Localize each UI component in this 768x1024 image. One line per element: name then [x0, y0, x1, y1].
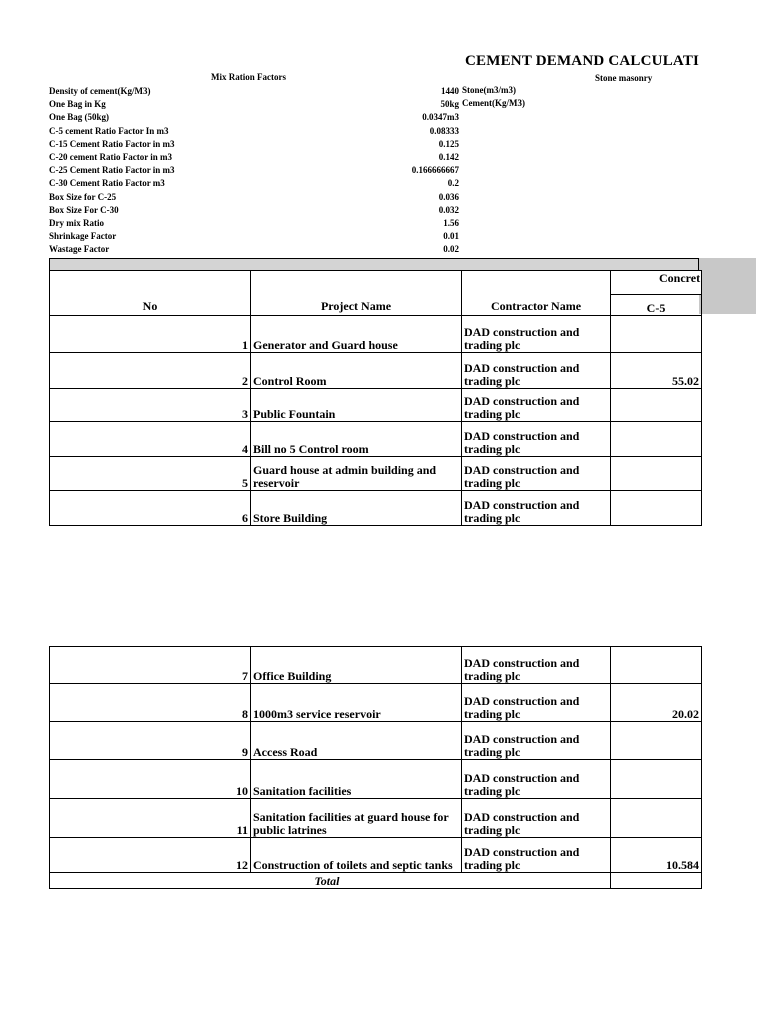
factor-row — [49, 85, 464, 98]
row-number: 2 — [50, 353, 251, 389]
row-number: 11 — [50, 799, 251, 838]
factor-row — [49, 191, 464, 204]
c5-value-cell — [611, 799, 702, 838]
project-name-cell: Access Road — [251, 722, 462, 760]
table-row — [50, 457, 702, 491]
col-header-no: No — [50, 271, 251, 316]
factor-extra-stone: Stone(m3/m3) — [462, 85, 516, 95]
contractor-name-cell: DAD construction and trading plc — [462, 353, 611, 389]
c5-value-cell: 10.584 — [611, 838, 702, 873]
factor-row — [49, 164, 464, 177]
factor-row — [49, 177, 464, 190]
factor-label: Box Size For C-30 — [49, 204, 119, 215]
contractor-name-cell: DAD construction and trading plc — [462, 799, 611, 838]
factor-value: 0.166666667 — [411, 165, 459, 176]
contractor-name-cell: DAD construction and trading plc — [462, 491, 611, 526]
contractor-name-cell: DAD construction and trading plc — [462, 838, 611, 873]
row-number: 4 — [50, 422, 251, 457]
factor-value: 0.0347m3 — [422, 112, 459, 123]
project-name-cell: Guard house at admin building and reservoir — [251, 457, 462, 491]
factor-value: 0.08333 — [429, 125, 459, 136]
header-band — [49, 258, 699, 270]
total-cell-no — [50, 873, 251, 889]
table-row — [50, 722, 702, 760]
factor-extra-cement: Cement(Kg/M3) — [462, 98, 525, 108]
header-side-shade — [699, 258, 756, 314]
c5-value-cell — [611, 422, 702, 457]
row-number: 6 — [50, 491, 251, 526]
c5-value-cell — [611, 760, 702, 799]
factor-value: 0.032 — [438, 204, 459, 215]
c5-value-cell: 55.02 — [611, 353, 702, 389]
mix-ratio-header: Mix Ration Factors — [211, 72, 286, 82]
table-row — [50, 684, 702, 722]
project-name-cell: Generator and Guard house — [251, 316, 462, 353]
table-row — [50, 389, 702, 422]
factor-value: 50kg — [440, 99, 459, 110]
table-row — [50, 760, 702, 799]
factor-label: One Bag in Kg — [49, 99, 106, 110]
factor-value: 0.01 — [443, 231, 459, 242]
factor-label: One Bag (50kg) — [49, 112, 110, 123]
factor-row — [49, 138, 464, 151]
table-row — [50, 647, 702, 684]
contractor-name-cell: DAD construction and trading plc — [462, 647, 611, 684]
row-number: 7 — [50, 647, 251, 684]
c5-value-cell — [611, 722, 702, 760]
project-name-cell: Bill no 5 Control room — [251, 422, 462, 457]
contractor-name-cell: DAD construction and trading plc — [462, 457, 611, 491]
page-title: CEMENT DEMAND CALCULATI — [465, 53, 700, 69]
c5-value-cell — [611, 491, 702, 526]
factor-label: Density of cement(Kg/M3) — [49, 86, 151, 96]
factor-label: C-25 Cement Ratio Factor in m3 — [49, 165, 175, 176]
row-number: 10 — [50, 760, 251, 799]
project-name-cell: Sanitation facilities — [251, 760, 462, 799]
table-row — [50, 316, 702, 353]
project-name-cell: Public Fountain — [251, 389, 462, 422]
factor-row — [49, 111, 464, 124]
c5-value-cell — [611, 647, 702, 684]
col-header-contractor: Contractor Name — [462, 271, 611, 316]
factor-row — [49, 151, 464, 164]
project-name-cell: 1000m3 service reservoir — [251, 684, 462, 722]
factor-label: Box Size for C-25 — [49, 191, 117, 202]
factor-row — [49, 204, 464, 217]
total-label: Total — [251, 873, 611, 889]
stone-masonry-header: Stone masonry — [595, 73, 653, 83]
contractor-name-cell: DAD construction and trading plc — [462, 422, 611, 457]
factor-label: C-20 cement Ratio Factor in m3 — [49, 151, 173, 162]
factor-label: C-30 Cement Ratio Factor m3 — [49, 178, 165, 189]
contractor-name-cell: DAD construction and trading plc — [462, 684, 611, 722]
c5-value-cell — [611, 457, 702, 491]
factor-value: 1.56 — [443, 217, 459, 228]
factor-label: C-15 Cement Ratio Factor in m3 — [49, 138, 175, 149]
row-number: 8 — [50, 684, 251, 722]
row-number: 3 — [50, 389, 251, 422]
c5-value-cell: 20.02 — [611, 684, 702, 722]
factor-value: 0.142 — [438, 151, 459, 162]
project-name-cell: Control Room — [251, 353, 462, 389]
total-value — [611, 873, 702, 889]
factor-row — [49, 125, 464, 138]
table-row — [50, 491, 702, 526]
row-number: 5 — [50, 457, 251, 491]
factor-value: 0.125 — [438, 138, 459, 149]
contractor-name-cell: DAD construction and trading plc — [462, 389, 611, 422]
contractor-name-cell: DAD construction and trading plc — [462, 760, 611, 799]
factor-row — [49, 98, 464, 111]
table-row — [50, 353, 702, 389]
factor-label: Wastage Factor — [49, 244, 110, 255]
factor-label: C-5 cement Ratio Factor In m3 — [49, 125, 169, 136]
factor-label: Shrinkage Factor — [49, 231, 117, 242]
projects-table-part-1 — [49, 270, 702, 526]
factor-row — [49, 217, 464, 230]
project-name-cell: Construction of toilets and septic tanks — [251, 838, 462, 873]
row-number: 12 — [50, 838, 251, 873]
project-name-cell: Store Building — [251, 491, 462, 526]
row-number: 1 — [50, 316, 251, 353]
factor-value: 1440 — [441, 86, 459, 96]
project-name-cell: Office Building — [251, 647, 462, 684]
contractor-name-cell: DAD construction and trading plc — [462, 316, 611, 353]
factor-value: 0.02 — [443, 244, 459, 255]
factor-value: 0.2 — [447, 178, 459, 189]
projects-table-part-2 — [49, 646, 702, 889]
col-header-project: Project Name — [251, 271, 462, 316]
concret-group-label: Concret — [659, 271, 701, 285]
table-row — [50, 799, 702, 838]
factor-row — [49, 230, 464, 243]
table-row — [50, 422, 702, 457]
c5-value-cell — [611, 389, 702, 422]
factor-row — [49, 243, 464, 256]
table-row — [50, 838, 702, 873]
project-name-cell: Sanitation facilities at guard house for public latrines — [251, 799, 462, 838]
factor-list — [49, 85, 464, 256]
factor-value: 0.036 — [438, 191, 459, 202]
row-number: 9 — [50, 722, 251, 760]
c5-value-cell — [611, 316, 702, 353]
factor-label: Dry mix Ratio — [49, 217, 104, 228]
contractor-name-cell: DAD construction and trading plc — [462, 722, 611, 760]
col-header-c5: C-5 — [611, 295, 702, 316]
